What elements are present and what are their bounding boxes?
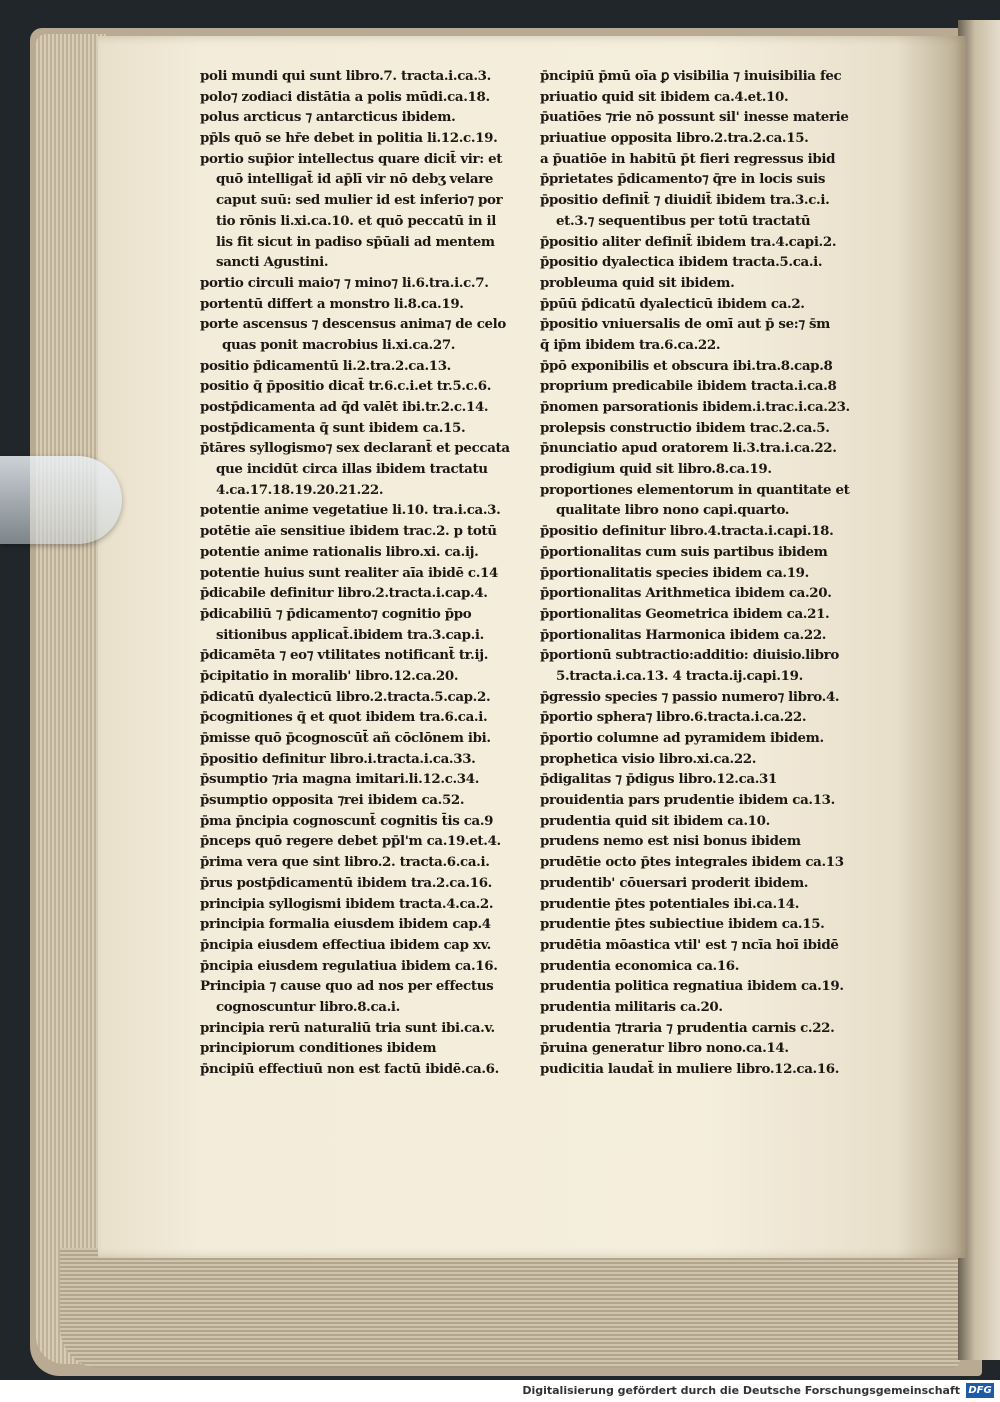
index-line: p̄nceps quō regere debet pp̄l'm ca.19.et.4. [200,833,501,850]
index-line: principia syllogismi ibidem tracta.4.ca.2. [200,895,494,912]
page-clip [0,456,122,544]
book-tail-edge [60,1248,960,1368]
index-line: positio q̄ p̄positio dicat̄ tr.6.c.i.et tr.5.c.6. [200,378,492,395]
index-line: portio circuli maio⁊ ⁊ mino⁊ li.6.tra.i.c.7. [200,274,489,291]
index-line: qualitate libro nono capi.quarto. [556,502,790,519]
index-line: p̄uatiōes ⁊rie nō possunt sil' inesse materie [540,109,849,126]
index-line: p̄ncipia eiusdem regulatiua ibidem ca.16. [200,957,498,974]
index-line: Principia ⁊ cause quo ad nos per effectus [200,978,494,995]
index-line: prudētia mōastica vtil' est ⁊ ncīa hoī ibidē [540,936,839,953]
index-line: prolepsis constructio ibidem trac.2.ca.5. [540,419,830,436]
index-line: potentie anime rationalis libro.xi. ca.ij. [200,543,479,560]
index-line: tio rōnis li.xi.ca.10. et quō peccatū in il [216,212,497,229]
index-column-right [540,66,880,1080]
index-line: 4.ca.17.18.19.20.21.22. [216,481,384,498]
book-fore-edge [36,34,106,1364]
index-line: prudentia ⁊traria ⁊ prudentia carnis c.22. [540,1019,835,1036]
index-line: cognoscuntur libro.8.ca.i. [216,998,400,1015]
index-line: p̄dicabile definitur libro.2.tracta.i.cap.4. [200,585,488,602]
index-line: prouidentia pars prudentie ibidem ca.13. [540,792,835,809]
index-line: p̄portionalitas cum suis partibus ibidem [540,543,828,560]
index-line: p̄positio definit̄ ⁊ diuidit̄ ibidem tra.3.c.i. [540,192,830,209]
index-line: porte ascensus ⁊ descensus anima⁊ de celo [200,316,506,333]
index-line: p̄positio dyalectica ibidem tracta.5.ca.i. [540,254,823,271]
index-line: p̄prietates p̄dicamento⁊ q̄re in locis suis [540,171,826,188]
index-line: p̄tāres syllogismo⁊ sex declarant̄ et peccata [200,440,510,457]
index-line: polo⁊ zodiaci distātia a polis mūdi.ca.18. [200,88,490,105]
index-line: p̄misse quō p̄cognoscūt̄ añ cōclōnem ibi. [200,730,491,746]
index-line: portio sup̄ior intellectus quare dicit̄ vir: et [200,150,503,167]
index-line: proprium predicabile ibidem tracta.i.ca.8 [540,378,837,395]
index-line: p̄sumptio ⁊ria magna imitari.li.12.c.34. [200,771,480,788]
index-line: p̄ma p̄ncipia cognoscunt̄ cognitis t̄is ca.9 [200,812,494,829]
index-line: p̄rima vera que sint libro.2. tracta.6.ca.i. [200,854,490,871]
index-line: p̄dicamēta ⁊ eo⁊ vtilitates notificant̄ tr.ij. [200,647,489,664]
index-line: lis fit sicut in padiso sp̄ūali ad mentem [216,233,495,250]
index-line: p̄cipitatio in moralib' libro.12.ca.20. [200,667,459,684]
index-line: et.3.⁊ sequentibus per totū tractatū [556,212,811,229]
index-line: p̄dicatū dyalecticū libro.2.tracta.5.cap.2. [200,688,491,705]
index-line: p̄cognitiones q̄ et quot ibidem tra.6.ca.i. [200,709,488,726]
index-line: p̄portionalitas Geometrica ibidem ca.21. [540,605,830,622]
index-line: a p̄uatiōe in habitū p̄t fieri regressus ibid [540,150,836,167]
index-line: principia rerū naturaliū tria sunt ibi.ca.v. [200,1019,495,1036]
index-line: p̄sumptio opposita ⁊rei ibidem ca.52. [200,792,465,809]
index-line: postp̄dicamenta q̄ sunt ibidem ca.15. [200,419,466,436]
index-line: polus arcticus ⁊ antarcticus ibidem. [200,109,456,126]
index-line: p̄positio definitur libro.4.tracta.i.capi.18. [540,523,834,540]
index-line: p̄ncipia eiusdem effectiua ibidem cap xv. [200,936,491,953]
index-line: p̄portio sphera⁊ libro.6.tracta.i.ca.22. [540,709,807,726]
index-line: p̄portio columne ad pyramidem ibidem. [540,730,824,746]
index-line: p̄positio definitur libro.i.tracta.i.ca.33. [200,750,476,767]
index-line: p̄portionalitatis species ibidem ca.19. [540,564,809,581]
index-line: postp̄dicamenta ad q̄d valēt ibi.tr.2.c.14. [200,399,489,415]
index-line: que incidūt circa illas ibidem tractatu [216,461,488,478]
index-line: quas ponit macrobius li.xi.ca.27. [222,336,456,353]
index-line: p̄positio aliter definit̄ ibidem tra.4.capi.2. [540,233,837,250]
index-line: prudentia economica ca.16. [540,957,740,974]
index-line: positio p̄dicamentū li.2.tra.2.ca.13. [200,357,451,374]
index-line: priuatio quid sit ibidem ca.4.et.10. [540,88,789,105]
index-line: q̄ ip̄m ibidem tra.6.ca.22. [540,336,721,353]
index-line: principiorum conditiones ibidem [200,1040,437,1057]
index-line: p̄digalitas ⁊ p̄digus libro.12.ca.31 [540,771,777,788]
index-line: pudicitia laudat̄ in muliere libro.12.ca.16. [540,1061,840,1077]
index-line: prodigium quid sit libro.8.ca.19. [540,461,772,478]
index-line: prudentib' cōuersari proderit ibidem. [540,874,809,891]
index-line: prudentia politica regnatiua ibidem ca.19. [540,978,844,995]
index-line: p̄ncipiū p̄mū oīa ꝑ visibilia ⁊ inuisibilia fec [540,68,842,84]
index-line: proportiones elementorum in quantitate et [540,481,850,498]
index-line: priuatiue opposita libro.2.tra.2.ca.15. [540,130,809,147]
index-line: prudētie octo p̄tes integrales ibidem ca.13 [540,854,844,871]
index-line: portentū differt a monstro li.8.ca.19. [200,295,464,312]
index-line: p̄pō exponibilis et obscura ibi.tra.8.cap.8 [540,357,833,374]
index-line: p̄ruina generatur libro nono.ca.14. [540,1040,789,1057]
index-line: sancti Agustini. [216,254,329,271]
index-line: p̄portionalitas Harmonica ibidem ca.22. [540,626,827,643]
index-line: probleuma quid sit ibidem. [540,274,735,291]
index-line: p̄ncipiū effectiuū non est factū ibidē.ca.6. [200,1061,499,1077]
index-line: p̄gressio species ⁊ passio numero⁊ libro.4. [540,688,840,705]
index-line: prudentie p̄tes potentiales ibi.ca.14. [540,895,800,912]
index-line: p̄portionū subtractio:additio: diuisio.libro [540,647,839,664]
index-line: caput suū: sed mulier id est inferio⁊ por [216,192,503,209]
index-column-left [200,66,536,1080]
index-line: potentie huius sunt realiter aīa ibidē c.14 [200,564,498,581]
footer-bar [0,1380,1000,1402]
funding-credit: Digitalisierung gefördert durch die Deutsche Forschungsgemeinschaft [522,1384,960,1397]
index-line: sitionibus applicat̄.ibidem tra.3.cap.i. [216,626,484,643]
index-line: p̄nomen parsorationis ibidem.i.trac.i.ca.23. [540,399,850,415]
index-line: pp̄ls quō se hr̄e debet in politia li.12.c.19. [200,130,498,147]
index-line: quō intelligat̄ id ap̄lī vir nō debʒ velare [216,171,494,188]
dfg-logo: DFG [966,1383,994,1398]
index-line: prudentie p̄tes subiectiue ibidem ca.15. [540,916,825,933]
index-line: 5.tracta.i.ca.13. 4 tracta.ij.capi.19. [556,667,803,684]
index-line: prudentia quid sit ibidem ca.10. [540,812,770,829]
index-line: p̄pūū p̄dicatū dyalecticū ibidem ca.2. [540,295,805,312]
index-line: p̄nunciatio apud oratorem li.3.tra.i.ca.22. [540,440,837,457]
index-line: p̄rus postp̄dicamentū ibidem tra.2.ca.16. [200,874,492,891]
index-line: prudens nemo est nisi bonus ibidem [540,833,801,850]
index-line: principia formalia eiusdem ibidem cap.4 [200,916,491,933]
index-line: p̄dicabiliū ⁊ p̄dicamento⁊ cognitio p̄po [200,605,472,622]
index-line: prophetica visio libro.xi.ca.22. [540,750,757,767]
index-line: potētie aīe sensitiue ibidem trac.2. p totū [200,523,497,540]
index-line: poli mundi qui sunt libro.7. tracta.i.ca.3. [200,68,491,84]
index-line: p̄portionalitas Arithmetica ibidem ca.20. [540,585,832,602]
index-line: potentie anime vegetatiue li.10. tra.i.ca.3. [200,502,501,519]
index-line: prudentia militaris ca.20. [540,998,723,1015]
index-line: p̄positio vniuersalis de omī aut p̄ se:⁊ s̄m [540,316,831,333]
